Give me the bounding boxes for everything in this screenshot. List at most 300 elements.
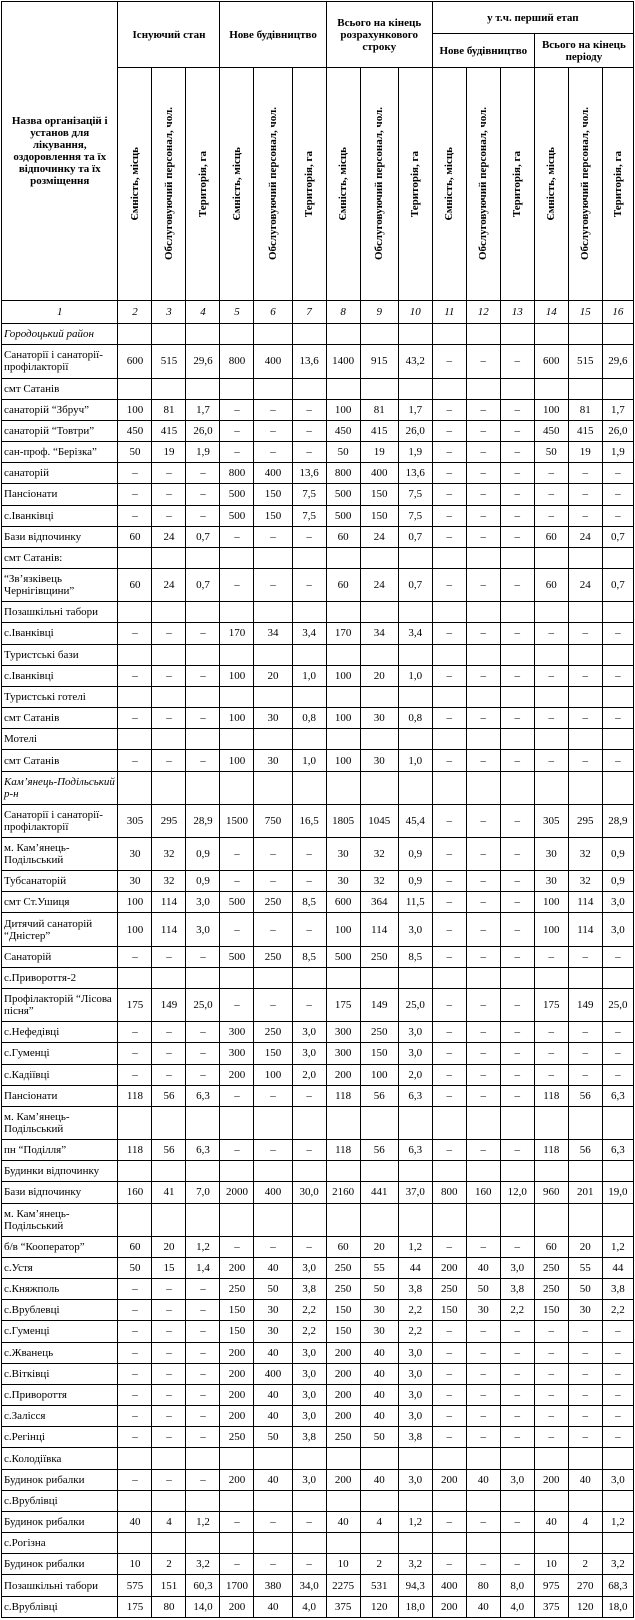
value-cell: – (118, 750, 152, 771)
value-cell (602, 729, 633, 750)
value-cell: 24 (152, 569, 186, 602)
value-cell: – (152, 1363, 186, 1384)
value-cell (118, 547, 152, 568)
value-cell: 450 (326, 420, 360, 441)
value-cell (326, 686, 360, 707)
value-cell: 20 (152, 1236, 186, 1257)
value-cell: – (152, 1279, 186, 1300)
table-row (2, 1575, 634, 1596)
value-cell (568, 771, 602, 804)
value-cell (568, 1106, 602, 1139)
value-cell: 6,3 (602, 1140, 633, 1161)
value-cell: 40 (360, 1406, 398, 1427)
row-name-cell: Туристські бази (2, 644, 118, 665)
value-cell: – (534, 463, 568, 484)
row-name-cell: с.Гуменці (2, 1321, 118, 1342)
value-cell: – (220, 871, 254, 892)
value-cell: 200 (326, 1469, 360, 1490)
value-cell: – (568, 1427, 602, 1448)
value-cell (432, 1106, 466, 1139)
value-cell: 500 (220, 892, 254, 913)
value-cell: 40 (254, 1342, 292, 1363)
value-cell (152, 967, 186, 988)
value-cell: 2,2 (500, 1300, 534, 1321)
value-cell: – (500, 892, 534, 913)
value-cell: 60 (118, 569, 152, 602)
value-cell: 1,2 (186, 1511, 220, 1532)
value-cell: 30 (254, 1300, 292, 1321)
value-cell: 500 (326, 484, 360, 505)
value-cell (254, 644, 292, 665)
value-cell: – (466, 1064, 500, 1085)
value-cell: – (432, 569, 466, 602)
table-row (2, 1106, 634, 1139)
value-cell: 24 (360, 526, 398, 547)
value-cell (398, 324, 432, 345)
value-cell (602, 644, 633, 665)
subcolumn-header-label: Ємність, місць (337, 147, 350, 221)
value-cell (220, 686, 254, 707)
value-cell: – (466, 1427, 500, 1448)
value-cell: 3,8 (398, 1279, 432, 1300)
row-name-cell: смт Сатанів (2, 750, 118, 771)
value-cell: – (432, 1554, 466, 1575)
value-cell: 500 (326, 946, 360, 967)
value-cell: 170 (220, 623, 254, 644)
value-cell (186, 967, 220, 988)
value-cell: 1,2 (602, 1511, 633, 1532)
value-cell: 19 (568, 442, 602, 463)
value-cell: – (292, 399, 326, 420)
value-cell: 100 (254, 1064, 292, 1085)
value-cell: 25,0 (602, 988, 633, 1021)
value-cell: – (186, 463, 220, 484)
value-cell: 100 (326, 665, 360, 686)
value-cell (432, 686, 466, 707)
value-cell: – (568, 1342, 602, 1363)
table-row (2, 463, 634, 484)
table-row (2, 1406, 634, 1427)
value-cell: 120 (360, 1596, 398, 1617)
value-cell: 250 (326, 1257, 360, 1278)
value-cell: 10 (326, 1554, 360, 1575)
value-cell: – (220, 1085, 254, 1106)
value-cell: 7,5 (398, 505, 432, 526)
value-cell: 1,7 (602, 399, 633, 420)
value-cell: 55 (568, 1257, 602, 1278)
row-name-cell: Туристські готелі (2, 686, 118, 707)
value-cell: – (186, 1342, 220, 1363)
value-cell: 2 (152, 1554, 186, 1575)
value-cell: 250 (534, 1257, 568, 1278)
value-cell: 30 (254, 708, 292, 729)
value-cell (360, 644, 398, 665)
subcolumn-header-label: Територія, га (409, 150, 422, 218)
value-cell: 200 (326, 1384, 360, 1405)
value-cell: – (534, 1427, 568, 1448)
value-cell (466, 324, 500, 345)
value-cell: – (568, 484, 602, 505)
value-cell: 0,7 (602, 569, 633, 602)
column-number: 15 (568, 301, 602, 324)
value-cell: 100 (534, 892, 568, 913)
value-cell: 0,7 (398, 569, 432, 602)
row-name-cell: с.Рогізна (2, 1533, 118, 1554)
value-cell: 40 (360, 1384, 398, 1405)
value-cell: 250 (534, 1279, 568, 1300)
value-cell (500, 378, 534, 399)
value-cell (186, 729, 220, 750)
table-row (2, 946, 634, 967)
value-cell: 26,0 (186, 420, 220, 441)
subcolumn-header-label: Ємність, місць (128, 147, 141, 221)
row-name-cell: м. Кам’янець-Подільський (2, 1106, 118, 1139)
value-cell: 118 (534, 1140, 568, 1161)
value-cell: 40 (360, 1342, 398, 1363)
value-cell: 300 (326, 1022, 360, 1043)
value-cell: 40 (466, 1469, 500, 1490)
value-cell: 24 (568, 569, 602, 602)
value-cell (118, 771, 152, 804)
value-cell: – (118, 1022, 152, 1043)
value-cell: – (432, 1236, 466, 1257)
value-cell (602, 378, 633, 399)
value-cell: 3,4 (398, 623, 432, 644)
row-name-cell: Бази відпочинку (2, 526, 118, 547)
value-cell: 800 (220, 463, 254, 484)
value-cell: 200 (220, 1257, 254, 1278)
value-cell: – (118, 1384, 152, 1405)
value-cell (432, 644, 466, 665)
value-cell: 500 (326, 505, 360, 526)
row-name-cell: с.Іванківці (2, 505, 118, 526)
table-row (2, 771, 634, 804)
value-cell (254, 967, 292, 988)
value-cell: 1700 (220, 1575, 254, 1596)
value-cell (220, 644, 254, 665)
value-cell: – (152, 623, 186, 644)
value-cell: – (292, 913, 326, 946)
value-cell: 19 (152, 442, 186, 463)
value-cell: 250 (220, 1427, 254, 1448)
value-cell (466, 547, 500, 568)
value-cell (432, 1533, 466, 1554)
value-cell: – (432, 1321, 466, 1342)
value-cell: – (568, 505, 602, 526)
value-cell (534, 1533, 568, 1554)
value-cell: 29,6 (602, 345, 633, 378)
value-cell: 81 (152, 399, 186, 420)
value-cell: 150 (254, 1043, 292, 1064)
table-row (2, 442, 634, 463)
value-cell: 175 (118, 1596, 152, 1617)
table-row (2, 547, 634, 568)
value-cell (118, 1448, 152, 1469)
value-cell: 50 (118, 442, 152, 463)
value-cell: – (500, 1022, 534, 1043)
value-cell (534, 547, 568, 568)
subcolumn-header-territory (398, 68, 432, 301)
value-cell: – (186, 1064, 220, 1085)
table-row (2, 505, 634, 526)
value-cell (292, 686, 326, 707)
value-cell: – (466, 1236, 500, 1257)
value-cell (500, 1533, 534, 1554)
value-cell: 60 (118, 1236, 152, 1257)
value-cell: – (432, 1085, 466, 1106)
value-cell (500, 729, 534, 750)
value-cell: 40 (254, 1257, 292, 1278)
row-name-cell: с.Привороття (2, 1384, 118, 1405)
value-cell: 55 (360, 1257, 398, 1278)
value-cell: – (432, 665, 466, 686)
value-cell: – (254, 569, 292, 602)
table-row (2, 665, 634, 686)
value-cell: – (466, 526, 500, 547)
value-cell: 8,0 (500, 1575, 534, 1596)
table-row (2, 1064, 634, 1085)
value-cell: – (500, 442, 534, 463)
table-row (2, 750, 634, 771)
value-cell: – (534, 623, 568, 644)
value-cell: 300 (220, 1022, 254, 1043)
value-cell: – (152, 1022, 186, 1043)
value-cell (432, 324, 466, 345)
table-row (2, 1490, 634, 1511)
value-cell (152, 1448, 186, 1469)
value-cell (292, 547, 326, 568)
value-cell: 1,0 (292, 750, 326, 771)
value-cell: 364 (360, 892, 398, 913)
value-cell: 32 (568, 871, 602, 892)
value-cell: – (466, 913, 500, 946)
value-cell: – (118, 1363, 152, 1384)
value-cell: 3,0 (500, 1469, 534, 1490)
value-cell: 600 (326, 892, 360, 913)
table-row (2, 708, 634, 729)
value-cell (602, 771, 633, 804)
value-cell (568, 324, 602, 345)
value-cell: 40 (254, 1596, 292, 1617)
value-cell: – (118, 505, 152, 526)
value-cell: 3,8 (500, 1279, 534, 1300)
table-row (2, 526, 634, 547)
value-cell (152, 1203, 186, 1236)
value-cell: – (292, 569, 326, 602)
value-cell: – (152, 1043, 186, 1064)
group-header-total-end-of-term: Всього на кінець розрахункового строку (326, 2, 432, 68)
value-cell: – (254, 1236, 292, 1257)
value-cell: – (432, 804, 466, 837)
value-cell (220, 771, 254, 804)
value-cell: – (432, 1342, 466, 1363)
value-cell: – (432, 1043, 466, 1064)
value-cell: 175 (326, 988, 360, 1021)
value-cell: 3,0 (398, 1043, 432, 1064)
value-cell (152, 602, 186, 623)
value-cell (398, 1448, 432, 1469)
value-cell: 24 (360, 569, 398, 602)
value-cell: – (500, 837, 534, 870)
value-cell: – (466, 1140, 500, 1161)
value-cell: – (152, 1064, 186, 1085)
value-cell: 200 (220, 1064, 254, 1085)
value-cell: 11,5 (398, 892, 432, 913)
table-row (2, 1300, 634, 1321)
value-cell (398, 602, 432, 623)
value-cell: – (152, 1300, 186, 1321)
value-cell: 44 (398, 1257, 432, 1278)
value-cell (292, 378, 326, 399)
value-cell: 10 (118, 1554, 152, 1575)
value-cell: – (432, 708, 466, 729)
value-cell (292, 1533, 326, 1554)
value-cell: 800 (432, 1182, 466, 1203)
value-cell: – (432, 442, 466, 463)
value-cell: 50 (360, 1427, 398, 1448)
value-cell: 12,0 (500, 1182, 534, 1203)
value-cell: 118 (118, 1140, 152, 1161)
row-name-cell: Будинок рибалки (2, 1554, 118, 1575)
row-name-cell: Пансіонати (2, 1085, 118, 1106)
value-cell: 44 (602, 1257, 633, 1278)
value-cell: – (254, 837, 292, 870)
value-cell: 18,0 (398, 1596, 432, 1617)
value-cell: 8,5 (292, 892, 326, 913)
value-cell: 30 (118, 871, 152, 892)
value-cell: – (466, 569, 500, 602)
value-cell (500, 1203, 534, 1236)
value-cell (186, 1161, 220, 1182)
value-cell: 118 (118, 1085, 152, 1106)
value-cell: – (568, 1321, 602, 1342)
value-cell (152, 644, 186, 665)
value-cell: 3,2 (602, 1554, 633, 1575)
column-number: 13 (500, 301, 534, 324)
value-cell: 2,0 (398, 1064, 432, 1085)
value-cell (186, 324, 220, 345)
value-cell: 4,0 (500, 1596, 534, 1617)
value-cell: 200 (220, 1363, 254, 1384)
value-cell: – (292, 1511, 326, 1532)
value-cell (118, 1203, 152, 1236)
value-cell: – (152, 946, 186, 967)
value-cell (186, 686, 220, 707)
group-header-new-construction: Нове будівництво (220, 2, 326, 68)
value-cell (568, 1448, 602, 1469)
value-cell: 150 (360, 505, 398, 526)
value-cell (118, 1533, 152, 1554)
value-cell (186, 1203, 220, 1236)
value-cell: – (466, 804, 500, 837)
table-row (2, 1182, 634, 1203)
value-cell: – (432, 1384, 466, 1405)
value-cell: – (432, 399, 466, 420)
value-cell: 4 (152, 1511, 186, 1532)
value-cell (500, 644, 534, 665)
value-cell: 750 (254, 804, 292, 837)
value-cell: 175 (534, 988, 568, 1021)
column-number: 9 (360, 301, 398, 324)
row-name-cell: с.Жванець (2, 1342, 118, 1363)
value-cell: 25,0 (186, 988, 220, 1021)
value-cell: – (254, 1085, 292, 1106)
value-cell: 3,0 (292, 1342, 326, 1363)
value-cell: – (152, 750, 186, 771)
value-cell (186, 644, 220, 665)
row-name-cell: м. Кам’янець-Подільський (2, 837, 118, 870)
row-name-cell: Позашкільні табори (2, 1575, 118, 1596)
value-cell: 201 (568, 1182, 602, 1203)
value-cell (466, 686, 500, 707)
value-cell (466, 1490, 500, 1511)
value-cell: 60 (326, 526, 360, 547)
value-cell: – (500, 1511, 534, 1532)
value-cell: 150 (534, 1300, 568, 1321)
value-cell (326, 1161, 360, 1182)
value-cell: – (152, 1321, 186, 1342)
value-cell: – (466, 442, 500, 463)
value-cell: – (500, 569, 534, 602)
value-cell: – (432, 1363, 466, 1384)
value-cell: 415 (360, 420, 398, 441)
value-cell: 32 (568, 837, 602, 870)
value-cell (500, 1490, 534, 1511)
value-cell: – (118, 484, 152, 505)
value-cell: – (568, 665, 602, 686)
value-cell: – (432, 345, 466, 378)
row-name-cell: с.Вітківці (2, 1363, 118, 1384)
value-cell (398, 1490, 432, 1511)
value-cell (326, 378, 360, 399)
value-cell: 29,6 (186, 345, 220, 378)
value-cell: – (118, 623, 152, 644)
value-cell (326, 1106, 360, 1139)
value-cell: – (432, 505, 466, 526)
row-name-cell: смт Сатанів (2, 708, 118, 729)
value-cell: 32 (360, 871, 398, 892)
value-cell: 250 (326, 1279, 360, 1300)
value-cell (568, 378, 602, 399)
subcolumn-header-label: Обслуговуючий персонал, чол. (162, 107, 175, 261)
value-cell: 150 (254, 484, 292, 505)
value-cell: 50 (326, 442, 360, 463)
value-cell: – (500, 399, 534, 420)
value-cell: 149 (152, 988, 186, 1021)
table-row (2, 378, 634, 399)
value-cell (602, 1203, 633, 1236)
table-row (2, 1279, 634, 1300)
value-cell: 6,3 (398, 1085, 432, 1106)
value-cell (602, 324, 633, 345)
value-cell: 0,7 (602, 526, 633, 547)
value-cell: – (534, 505, 568, 526)
value-cell: 1,0 (398, 750, 432, 771)
value-cell: 3,0 (398, 1022, 432, 1043)
subcolumn-header-label: Обслуговуючий персонал, чол. (267, 107, 280, 261)
value-cell: 441 (360, 1182, 398, 1203)
value-cell (602, 547, 633, 568)
value-cell: 30 (326, 871, 360, 892)
value-cell: 800 (326, 463, 360, 484)
value-cell (220, 1203, 254, 1236)
value-cell: 120 (568, 1596, 602, 1617)
value-cell: 150 (432, 1300, 466, 1321)
subcolumn-header-staff (152, 68, 186, 301)
table-row (2, 1596, 634, 1617)
row-name-cell: Санаторії і санаторії-профілакторії (2, 345, 118, 378)
value-cell (152, 771, 186, 804)
